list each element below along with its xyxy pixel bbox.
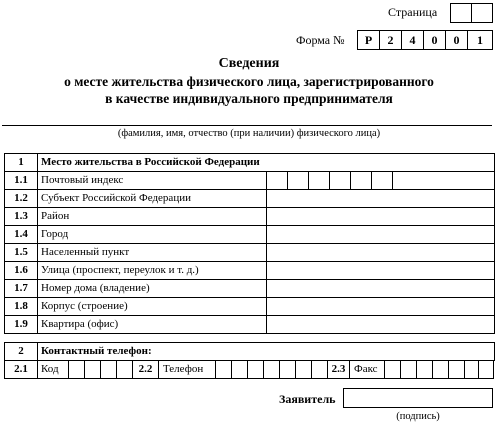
locality-field[interactable] (267, 244, 495, 262)
building-field[interactable] (267, 298, 495, 316)
table-row (5, 172, 495, 190)
table-row (5, 226, 495, 244)
full-name-input-line[interactable] (2, 125, 492, 126)
phone-digit[interactable] (279, 360, 296, 379)
full-name-caption: (фамилия, имя, отчество (при наличии) физического лица) (117, 128, 381, 139)
row-number: 1.4 (5, 226, 38, 244)
row-number: 1.7 (5, 280, 38, 298)
form-number-char: 0 (423, 30, 446, 50)
form-number-char: 4 (401, 30, 424, 50)
code-digit[interactable] (68, 360, 85, 379)
phone-digit[interactable] (311, 360, 328, 379)
code-digit[interactable] (116, 360, 133, 379)
row-number: 1.3 (5, 208, 38, 226)
section2-title: Контактный телефон: (38, 343, 495, 361)
postal-code-digit[interactable] (372, 172, 393, 189)
table-row (5, 280, 495, 298)
form-number-char: 1 (467, 30, 493, 50)
street-label: Улица (проспект, переулок и т. д.) (38, 262, 267, 280)
table-row (5, 316, 495, 334)
form-number-char: 0 (445, 30, 468, 50)
section1-title: Место жительства в Российской Федерации (38, 154, 495, 172)
region-label: Субъект Российской Федерации (38, 190, 267, 208)
district-field[interactable] (267, 208, 495, 226)
table-row (5, 190, 495, 208)
fax-digit[interactable] (478, 360, 494, 379)
postal-code-label: Почтовый индекс (38, 172, 267, 190)
fax-digit[interactable] (400, 360, 417, 379)
building-label: Корпус (строение) (38, 298, 267, 316)
apartment-field[interactable] (267, 316, 495, 334)
table-row (5, 244, 495, 262)
code-number: 2.1 (4, 360, 38, 379)
phone-label: Телефон (158, 360, 216, 379)
table-row (5, 208, 495, 226)
code-label: Код (37, 360, 69, 379)
applicant-label: Заявитель (279, 392, 336, 406)
phone-digit[interactable] (247, 360, 264, 379)
section1-header-row (5, 154, 495, 172)
phone-digit[interactable] (295, 360, 312, 379)
city-label: Город (38, 226, 267, 244)
form-label: Форма № (296, 33, 345, 47)
house-field[interactable] (267, 280, 495, 298)
fax-digit[interactable] (432, 360, 449, 379)
phone-digit[interactable] (231, 360, 248, 379)
fax-digit[interactable] (384, 360, 401, 379)
form-subtitle-line2: в качестве индивидуального предпринимателя (105, 91, 393, 106)
row-number: 1.8 (5, 298, 38, 316)
street-field[interactable] (267, 262, 495, 280)
form-number-char: Р (357, 30, 380, 50)
signature-caption: (подпись) (396, 411, 440, 422)
code-digit[interactable] (100, 360, 117, 379)
row-number: 1.9 (5, 316, 38, 334)
form-title: Сведения (218, 56, 280, 71)
form-number-char: 2 (379, 30, 402, 50)
row-number: 1.1 (5, 172, 38, 190)
row-number: 1.2 (5, 190, 38, 208)
city-field[interactable] (267, 226, 495, 244)
signature-box[interactable] (343, 388, 493, 408)
residence-table (4, 153, 495, 334)
section2-number: 2 (5, 343, 38, 361)
phone-table (4, 342, 495, 361)
postal-code-digit[interactable] (309, 172, 330, 189)
section1-number: 1 (5, 154, 38, 172)
page-number-box-2[interactable] (471, 3, 493, 23)
apartment-label: Квартира (офис) (38, 316, 267, 334)
fax-digit[interactable] (416, 360, 433, 379)
form-subtitle-line1: о месте жительства физического лица, зарегистрированного (64, 74, 434, 89)
section2-header-row (5, 343, 495, 361)
postal-code-digit[interactable] (267, 172, 288, 189)
postal-code-digit[interactable] (351, 172, 372, 189)
region-field[interactable] (267, 190, 495, 208)
phone-digit[interactable] (215, 360, 232, 379)
fax-number: 2.3 (327, 360, 350, 379)
fax-label: Факс (349, 360, 385, 379)
phone-row (4, 360, 494, 379)
page-label: Страница (388, 5, 438, 19)
district-label: Район (38, 208, 267, 226)
table-row (5, 262, 495, 280)
postal-code-digit[interactable] (288, 172, 309, 189)
house-label: Номер дома (владение) (38, 280, 267, 298)
code-digit[interactable] (84, 360, 101, 379)
fax-digit[interactable] (464, 360, 479, 379)
postal-code-field[interactable] (267, 172, 495, 190)
page-number-box-1[interactable] (450, 3, 472, 23)
phone-number-label-num: 2.2 (132, 360, 159, 379)
table-row (5, 298, 495, 316)
row-number: 1.6 (5, 262, 38, 280)
postal-code-digit[interactable] (330, 172, 351, 189)
fax-digit[interactable] (448, 360, 465, 379)
row-number: 1.5 (5, 244, 38, 262)
phone-digit[interactable] (263, 360, 280, 379)
locality-label: Населенный пункт (38, 244, 267, 262)
